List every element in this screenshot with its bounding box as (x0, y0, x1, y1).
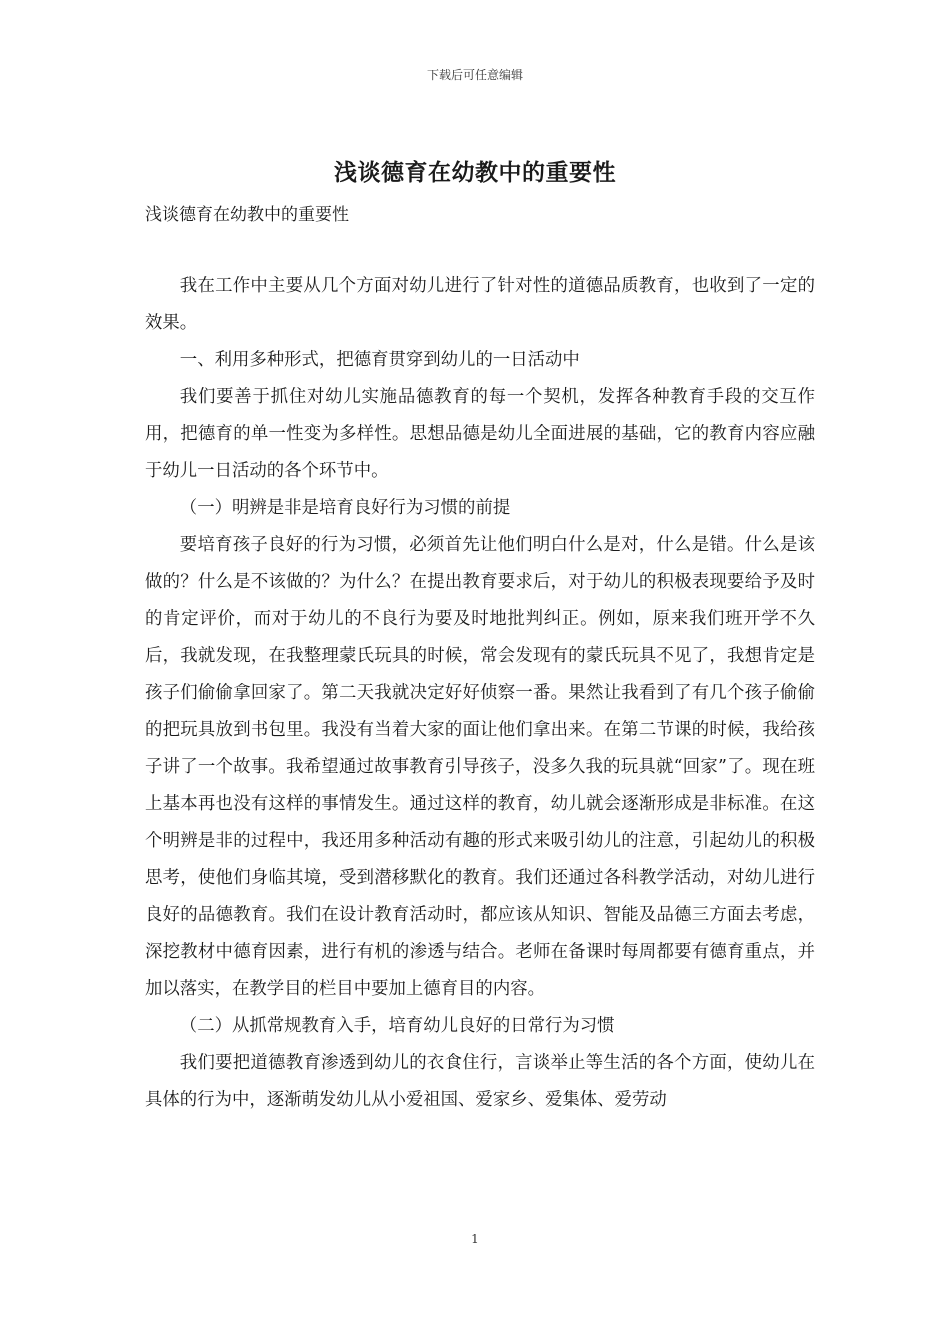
body-paragraph: 要培育孩子良好的行为习惯，必须首先让他们明白什么是对，什么是错。什么是该做的？什么是不该做的？为什么？在提出教育要求后，对于幼儿的积极表现要给予及时的肯定评价，而对于幼儿的不良行为要及时地批判纠正。例如，原来我们班开学不久后，我就发现，在我整理蒙氏玩具的时候，常会发现有的蒙氏玩具不见了，我想肯定是孩子们偷偷拿回家了。第二天我就决定好好侦察一番。果然让我看到了有几个孩子偷偷的把玩具放到书包里。我没有当着大家的面让他们拿出来。在第二节课的时候，我给孩子讲了一个故事。我希望通过故事教育引导孩子，没多久我的玩具就“回家”了。现在班上基本再也没有这样的事情发生。通过这样的教育，幼儿就会逐渐形成是非标准。在这个明辨是非的过程中，我还用多种活动有趣的形式来吸引幼儿的注意，引起幼儿的积极思考，使他们身临其境，受到潜移默化的教育。我们还通过各科教学活动，对幼儿进行良好的品德教育。我们在设计教育活动时，都应该从知识、智能及品德三方面去考虑，深挖教材中德育因素，进行有机的渗透与结合。老师在备课时每周都要有德育重点，并加以落实，在教学目的栏目中要加上德育目的内容。 (145, 535, 815, 999)
document-body (145, 268, 815, 1119)
document-title: 浅谈德育在幼教中的重要性 (334, 159, 616, 186)
intro-paragraph: 我在工作中主要从几个方面对幼儿进行了针对性的道德品质教育，也收到了一定的效果。 (145, 276, 815, 333)
subsection-heading-1: （一）明辨是非是培育良好行为习惯的前提 (179, 498, 511, 518)
body-paragraph: 我们要善于抓住对幼儿实施品德教育的每一个契机，发挥各种教育手段的交互作用，把德育的单一性变为多样性。思想品德是幼儿全面进展的基础，它的教育内容应融于幼儿一日活动的各个环节中。 (145, 387, 815, 481)
subsection-heading-2: （二）从抓常规教育入手，培育幼儿良好的日常行为习惯 (179, 1016, 615, 1036)
page-header-note: 下载后可任意编辑 (426, 68, 523, 82)
body-paragraph: 我们要把道德教育渗透到幼儿的衣食住行，言谈举止等生活的各个方面，使幼儿在具体的行为中，逐渐萌发幼儿从小爱祖国、爱家乡、爱集体、爱劳动 (145, 1053, 815, 1110)
page-number: 1 (471, 1232, 479, 1246)
section-heading-1: 一、利用多种形式，把德育贯穿到幼儿的一日活动中 (179, 350, 580, 370)
document-subtitle: 浅谈德育在幼教中的重要性 (145, 205, 349, 225)
